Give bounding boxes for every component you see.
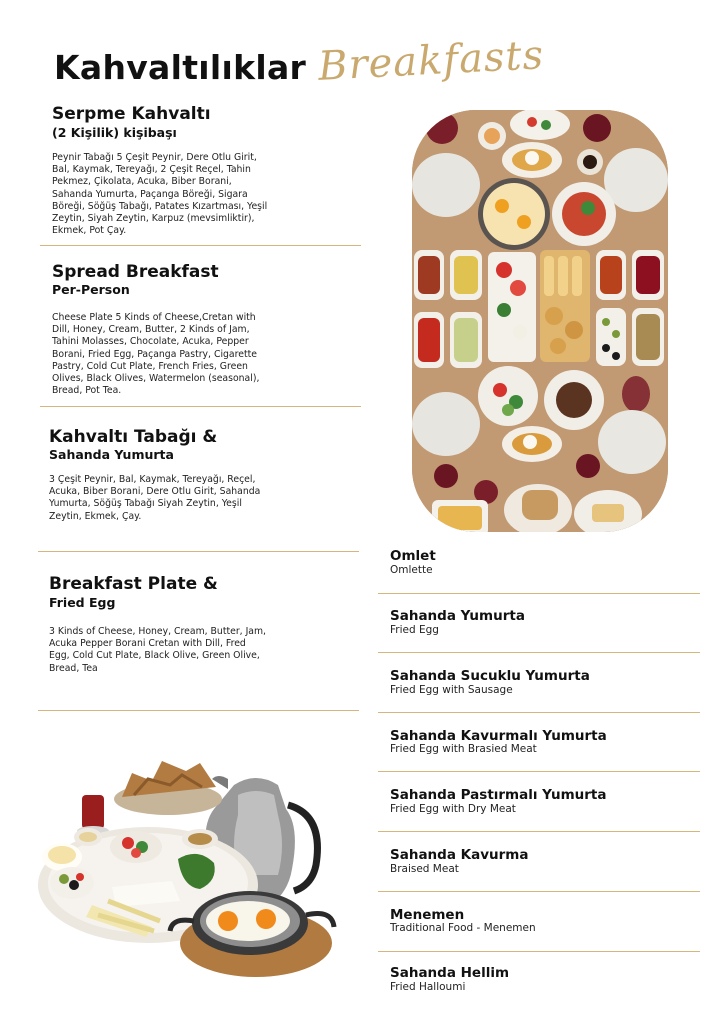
- divider: [378, 712, 700, 713]
- divider: [38, 551, 359, 552]
- divider: [378, 593, 700, 594]
- divider: [378, 951, 700, 952]
- spread-breakfast-photo: [412, 110, 668, 532]
- menu-item-description: Fried Egg with Dry Meat: [390, 803, 516, 815]
- menu-item-name: Sahanda Kavurma: [390, 847, 529, 863]
- section-subtitle: Fried Egg: [49, 595, 116, 610]
- section-title: Serpme Kahvaltı: [52, 104, 211, 124]
- menu-item-description: Fried Halloumi: [390, 981, 466, 993]
- menu-item-name: Omlet: [390, 548, 436, 564]
- section-title: Kahvaltı Tabağı &: [49, 427, 218, 447]
- section-description: 3 Çeşit Peynir, Bal, Kaymak, Tereyağı, Reçel, Acuka, Biber Borani, Dere Otlu Girit, Sahanda Yumurta, Söğüş Tabağı Siyah Zeytin, Yeşil Zeytin, Ekmek, Çay.: [49, 474, 261, 522]
- section-subtitle: Sahanda Yumurta: [49, 447, 174, 462]
- section-subtitle: Per-Person: [52, 282, 130, 297]
- section-description: Cheese Plate 5 Kinds of Cheese,Cretan with Dill, Honey, Cream, Butter, 2 Kinds of Jam, Tahini Molasses, Chocolate, Acuka, Pepper Borani, Fried Egg, Paçanga Pastry, Cigarette Pastry, Cold Cut Plate, French Fries, Green Olives, Black Olives, Watermelon (seasonal), Bread, Pot Tea.: [52, 312, 260, 397]
- menu-item-name: Sahanda Sucuklu Yumurta: [390, 668, 590, 684]
- script-title: Breakfasts: [316, 32, 546, 90]
- menu-item-name: Sahanda Kavurmalı Yumurta: [390, 728, 607, 744]
- divider: [378, 652, 700, 653]
- menu-item-name: Sahanda Pastırmalı Yumurta: [390, 787, 607, 803]
- divider: [40, 406, 361, 407]
- divider: [378, 891, 700, 892]
- menu-item-name: Menemen: [390, 907, 465, 923]
- menu-item-description: Traditional Food - Menemen: [390, 922, 536, 934]
- menu-item-description: Fried Egg with Sausage: [390, 684, 513, 696]
- divider: [40, 245, 361, 246]
- menu-item-description: Fried Egg: [390, 624, 439, 636]
- menu-item-name: Sahanda Hellim: [390, 965, 510, 981]
- menu-item-description: Braised Meat: [390, 863, 459, 875]
- menu-item-description: Fried Egg with Brasied Meat: [390, 743, 537, 755]
- section-title: Spread Breakfast: [52, 262, 219, 282]
- menu-item-name: Sahanda Yumurta: [390, 608, 525, 624]
- section-description: Peynir Tabağı 5 Çeşit Peynir, Dere Otlu Girit, Bal, Kaymak, Tereyağı, 2 Çeşit Reçel, Tahin Pekmez, Çikolata, Acuka, Biber Borani, Sahanda Yumurta, Paçanga Böreği, Sigara Böreği, Söğüş Tabağı, Patates Kızartması, Yeşil Zeytin, Siyah Zeytin, Karpuz (mevsimliktir), Ekmek, Pot Çay.: [52, 152, 268, 237]
- divider: [378, 831, 700, 832]
- divider: [378, 771, 700, 772]
- section-title: Breakfast Plate &: [49, 574, 218, 594]
- page-title: Kahvaltılıklar: [54, 48, 307, 87]
- section-subtitle: (2 Kişilik) kişibaşı: [52, 125, 177, 140]
- breakfast-plate-photo: [38, 755, 338, 985]
- menu-item-description: Omlette: [390, 564, 433, 576]
- divider: [38, 710, 359, 711]
- section-description: 3 Kinds of Cheese, Honey, Cream, Butter, Jam, Acuka Pepper Borani Cretan with Dill, Fred Egg, Cold Cut Plate, Black Olive, Green Olive, Bread, Tea: [49, 626, 267, 674]
